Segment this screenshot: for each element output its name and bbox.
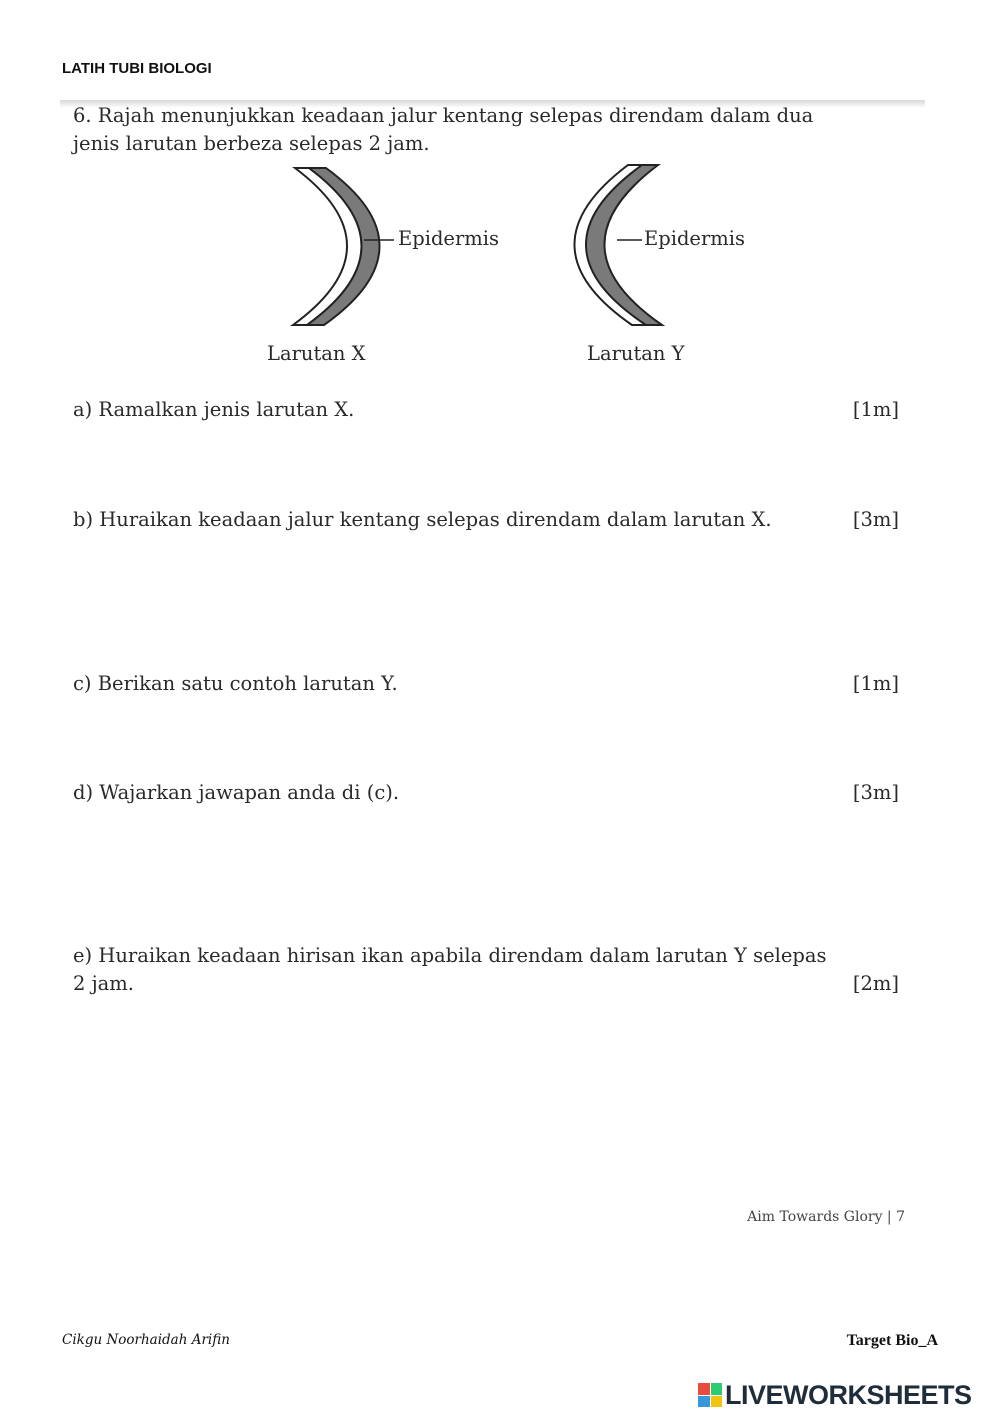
question-part-a: [73, 396, 899, 424]
liveworksheets-brand[interactable]: [698, 1380, 972, 1410]
larutan-y-label: Larutan Y: [587, 342, 685, 365]
question-part-d: [73, 779, 899, 807]
part-b-marks: [3m]: [852, 508, 899, 531]
part-c-text: c) Berikan satu contoh larutan Y.: [73, 672, 398, 695]
liveworksheets-logo-icon: [698, 1383, 722, 1407]
header-title: LATIH TUBI BIOLOGI: [62, 60, 212, 77]
part-d-marks: [3m]: [852, 781, 899, 804]
potato-strip-diagram: [0, 0, 1000, 400]
target-label: Target Bio_A: [846, 1332, 938, 1349]
question-part-e: [73, 942, 899, 998]
question-part-c: [73, 670, 899, 698]
part-a-marks: [1m]: [852, 398, 899, 421]
epidermis-label-x: Epidermis: [398, 227, 500, 250]
part-a-text: a) Ramalkan jenis larutan X.: [73, 398, 355, 421]
part-e-text-line2: 2 jam.: [73, 972, 134, 995]
part-d-text: d) Wajarkan jawapan anda di (c).: [73, 781, 400, 804]
question-intro-line1: 6. Rajah menunjukkan keadaan jalur kentang selepas direndam dalam dua: [73, 104, 814, 127]
question-part-b: [73, 506, 899, 534]
part-e-text-line1: e) Huraikan keadaan hirisan ikan apabila direndam dalam larutan Y selepas: [73, 944, 827, 967]
larutan-x-label: Larutan X: [267, 342, 366, 365]
part-b-text: b) Huraikan keadaan jalur kentang selepas direndam dalam larutan X.: [73, 508, 772, 531]
teacher-signature: Cikgu Noorhaidah Arifin: [62, 1332, 230, 1348]
liveworksheets-text: LIVEWORKSHEETS: [725, 1379, 972, 1410]
potato-strip-x: [293, 168, 394, 325]
page-footer-note: Aim Towards Glory | 7: [747, 1209, 905, 1225]
epidermis-label-y: Epidermis: [644, 227, 746, 250]
part-e-marks: [2m]: [852, 972, 899, 995]
question-intro-line2: jenis larutan berbeza selepas 2 jam.: [73, 132, 430, 155]
part-c-marks: [1m]: [852, 672, 899, 695]
